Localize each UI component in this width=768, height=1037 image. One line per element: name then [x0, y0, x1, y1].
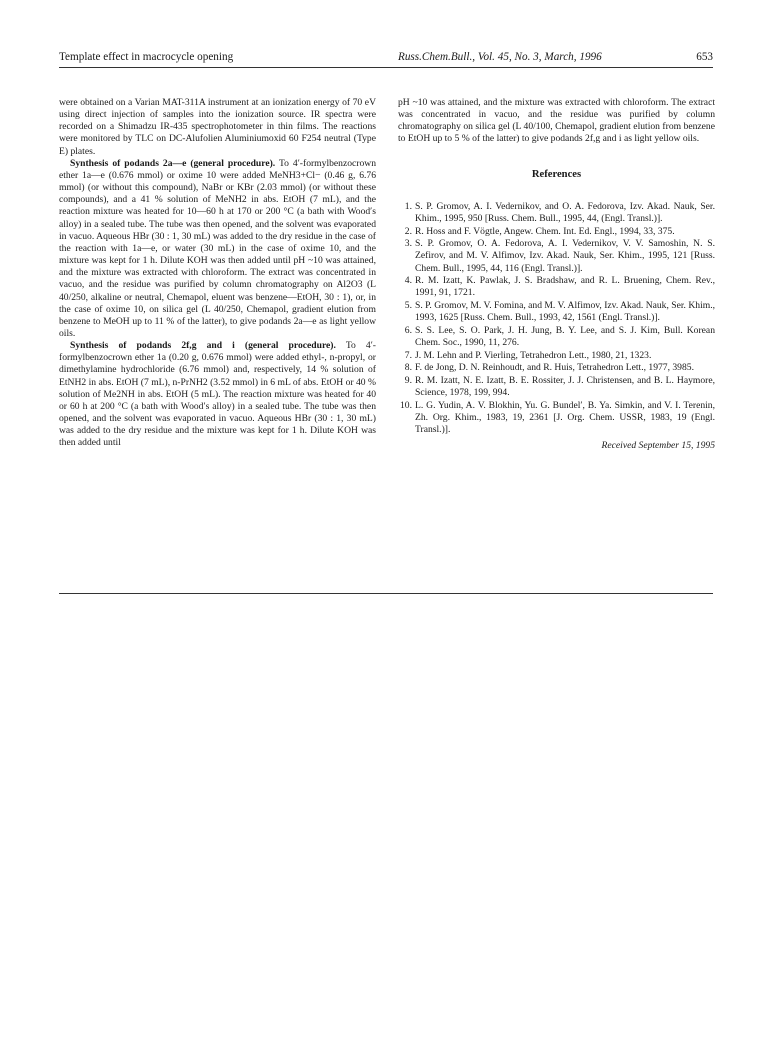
- reference-text: F. de Jong, D. N. Reinhoudt, and R. Huis, Tetrahedron Lett., 1977, 3985.: [415, 362, 694, 374]
- reference-item: [398, 375, 715, 399]
- reference-text: S. S. Lee, S. O. Park, J. H. Jung, B. Y. Lee, and S. J. Kim, Bull. Korean Chem. Soc., 1990, 11, 276.: [415, 324, 715, 348]
- paragraph-synthesis-2fg-i: [59, 340, 376, 449]
- paragraph-body: To 4′-formylbenzocrown ether 1a—e (0.676 mmol) or oxime 10 were added MeNH3+Cl− (0.46 g, 6.76 mmol) (or without this compound), NaBr or KBr (2.03 mmol) (or without these compounds), and a 41 % solution of MeNH2 in abs. EtOH (7 mL), and the reaction mixture was heated for 10—60 h at 170 or 200 °C (a bath with Wood′s alloy) in a sealed tube. The tube was then opened, and the solvent was evaporated in vacuo. Aqueous HBr (30 : 1, 30 mL) was added to the dry residue in the case of the reaction with 1a—e, or water (30 mL) in the case of oxime 10, and the mixture was kept for 1 h. Dilute KOH was then added until pH ~10 was attained, and the mixture was extracted with chloroform. The extract was concentrated in vacuo, and the residue was purified by column chromatography on Al2O3 (L 40/250, alkaline or neutral, Chemapol, eluent was benzene—EtOH, 30 : 1), or, in the case of oxime 10, on silica gel (L 40/250, Chemapol, gradient elution from benzene to MeOH up to 11 % of the latter), to give podands 2a—e as light yellow oils.: [59, 157, 376, 339]
- reference-number: 10.: [400, 399, 412, 411]
- reference-text: R. M. Izatt, K. Pawlak, J. S. Bradshaw, and R. L. Bruening, Chem. Rev., 1991, 91, 1721.: [415, 275, 715, 299]
- received-date: Received September 15, 1995: [601, 440, 715, 452]
- reference-text: J. M. Lehn and P. Vierling, Tetrahedron Lett., 1980, 21, 1323.: [415, 349, 652, 361]
- reference-item: [398, 400, 715, 436]
- reference-text: S. P. Gromov, O. A. Fedorova, A. I. Vedernikov, V. V. Samoshin, N. S. Zefirov, and M. V. Alfimov, Izv. Akad. Nauk, Ser. Khim., 1995, 121 [Russ. Chem. Bull., 1995, 44, 116 (Engl. Transl.)].: [415, 238, 715, 274]
- section-heading: Synthesis of podands 2f,g and i (general procedure).: [70, 340, 336, 352]
- running-title: Template effect in macrocycle opening: [59, 51, 234, 63]
- reference-list: [398, 201, 715, 436]
- footer-rule: [59, 593, 713, 594]
- reference-number: 9.: [404, 374, 412, 386]
- reference-item: [398, 226, 715, 238]
- reference-number: 4.: [404, 275, 412, 287]
- page-number: 653: [696, 51, 713, 63]
- reference-number: 6.: [404, 324, 412, 336]
- reference-text: R. Hoss and F. Vögtle, Angew. Chem. Int. Ed. Engl., 1994, 33, 375.: [415, 225, 675, 237]
- reference-item: [398, 350, 715, 362]
- reference-text: L. G. Yudin, A. V. Blokhin, Yu. G. Bundel′, B. Ya. Simkin, and V. I. Terenin, Zh. Org. Khim., 1983, 19, 2361 [J. Org. Chem. USSR, 1983, 19 (Engl. Transl.)].: [415, 399, 715, 436]
- reference-item: [398, 275, 715, 299]
- reference-number: 5.: [404, 300, 412, 312]
- reference-item: [398, 325, 715, 349]
- reference-item: [398, 201, 715, 225]
- section-heading: Synthesis of podands 2a—e (general procedure).: [70, 157, 276, 169]
- reference-text: S. P. Gromov, M. V. Fomina, and M. V. Alfimov, Izv. Akad. Nauk, Ser. Khim., 1993, 1625 [Russ. Chem. Bull., 1993, 42, 1561 (Engl. Transl.)].: [415, 300, 715, 324]
- reference-number: 7.: [404, 349, 412, 361]
- references-heading: References: [531, 168, 582, 180]
- paragraph-synthesis-2a-e: [59, 158, 376, 340]
- running-header: [59, 49, 713, 67]
- paragraph-instrumentation: were obtained on a Varian MAT-311A instrument at an ionization energy of 70 eV using direct injection of samples into the ionization source. IR spectra were recorded on a Shimadzu IR-435 spectrophotometer in thin films. The reactions were monitored by TLC on DC-Alufolien Aluminiumoxid 60 F254 neutral (Type E) plates.: [59, 97, 376, 157]
- reference-text: S. P. Gromov, A. I. Vedernikov, and O. A. Fedorova, Izv. Akad. Nauk, Ser. Khim., 1995, 950 [Russ. Chem. Bull., 1995, 44, (Engl. Transl.)].: [415, 200, 715, 224]
- paragraph-continuation: pH ~10 was attained, and the mixture was extracted with chloroform. The extract was concentrated in vacuo, and the residue was purified by column chromatography on silica gel (L 40/100, Chemapol, gradient elution from benzene to EtOH up to 5 % of the latter) to give podands 2f,g and i as light yellow oils.: [398, 97, 715, 145]
- journal-citation: Russ.Chem.Bull., Vol. 45, No. 3, March, 1996: [398, 51, 602, 63]
- right-column: [398, 97, 715, 452]
- reference-item: [398, 300, 715, 324]
- reference-number: 1.: [404, 200, 412, 212]
- reference-item: [398, 238, 715, 274]
- reference-number: 3.: [404, 238, 412, 250]
- reference-text: R. M. Izatt, N. E. Izatt, B. E. Rossiter, J. J. Christensen, and B. L. Haymore, Science, 1978, 199, 994.: [415, 374, 715, 399]
- left-column: [59, 97, 376, 450]
- reference-number: 8.: [404, 362, 412, 374]
- reference-number: 2.: [404, 225, 412, 237]
- header-rule: [59, 67, 713, 68]
- reference-item: [398, 362, 715, 374]
- paragraph-body: To 4′-formylbenzocrown ether 1a (0.20 g, 0.676 mmol) were added ethyl-, n-propyl, or dimethylamine hydrochloride (6.76 mmol) and, respectively, 14 % solution of EtNH2 in abs. EtOH (7 mL), n-PrNH2 (3.52 mmol) in 6 mL of abs. EtOH or 40 % solution of Me2NH in abs. EtOH (5 mL). The reaction mixture was heated for 40 or 60 h at 200 °C (a bath with Wood′s alloy) in a sealed tube. The tube was then opened, and the solvent was evaporated in vacuo. Aqueous HBr (30 : 1, 30 mL) was added to the dry residue and the mixture was kept for 1 h. Dilute KOH was then added until: [59, 340, 376, 449]
